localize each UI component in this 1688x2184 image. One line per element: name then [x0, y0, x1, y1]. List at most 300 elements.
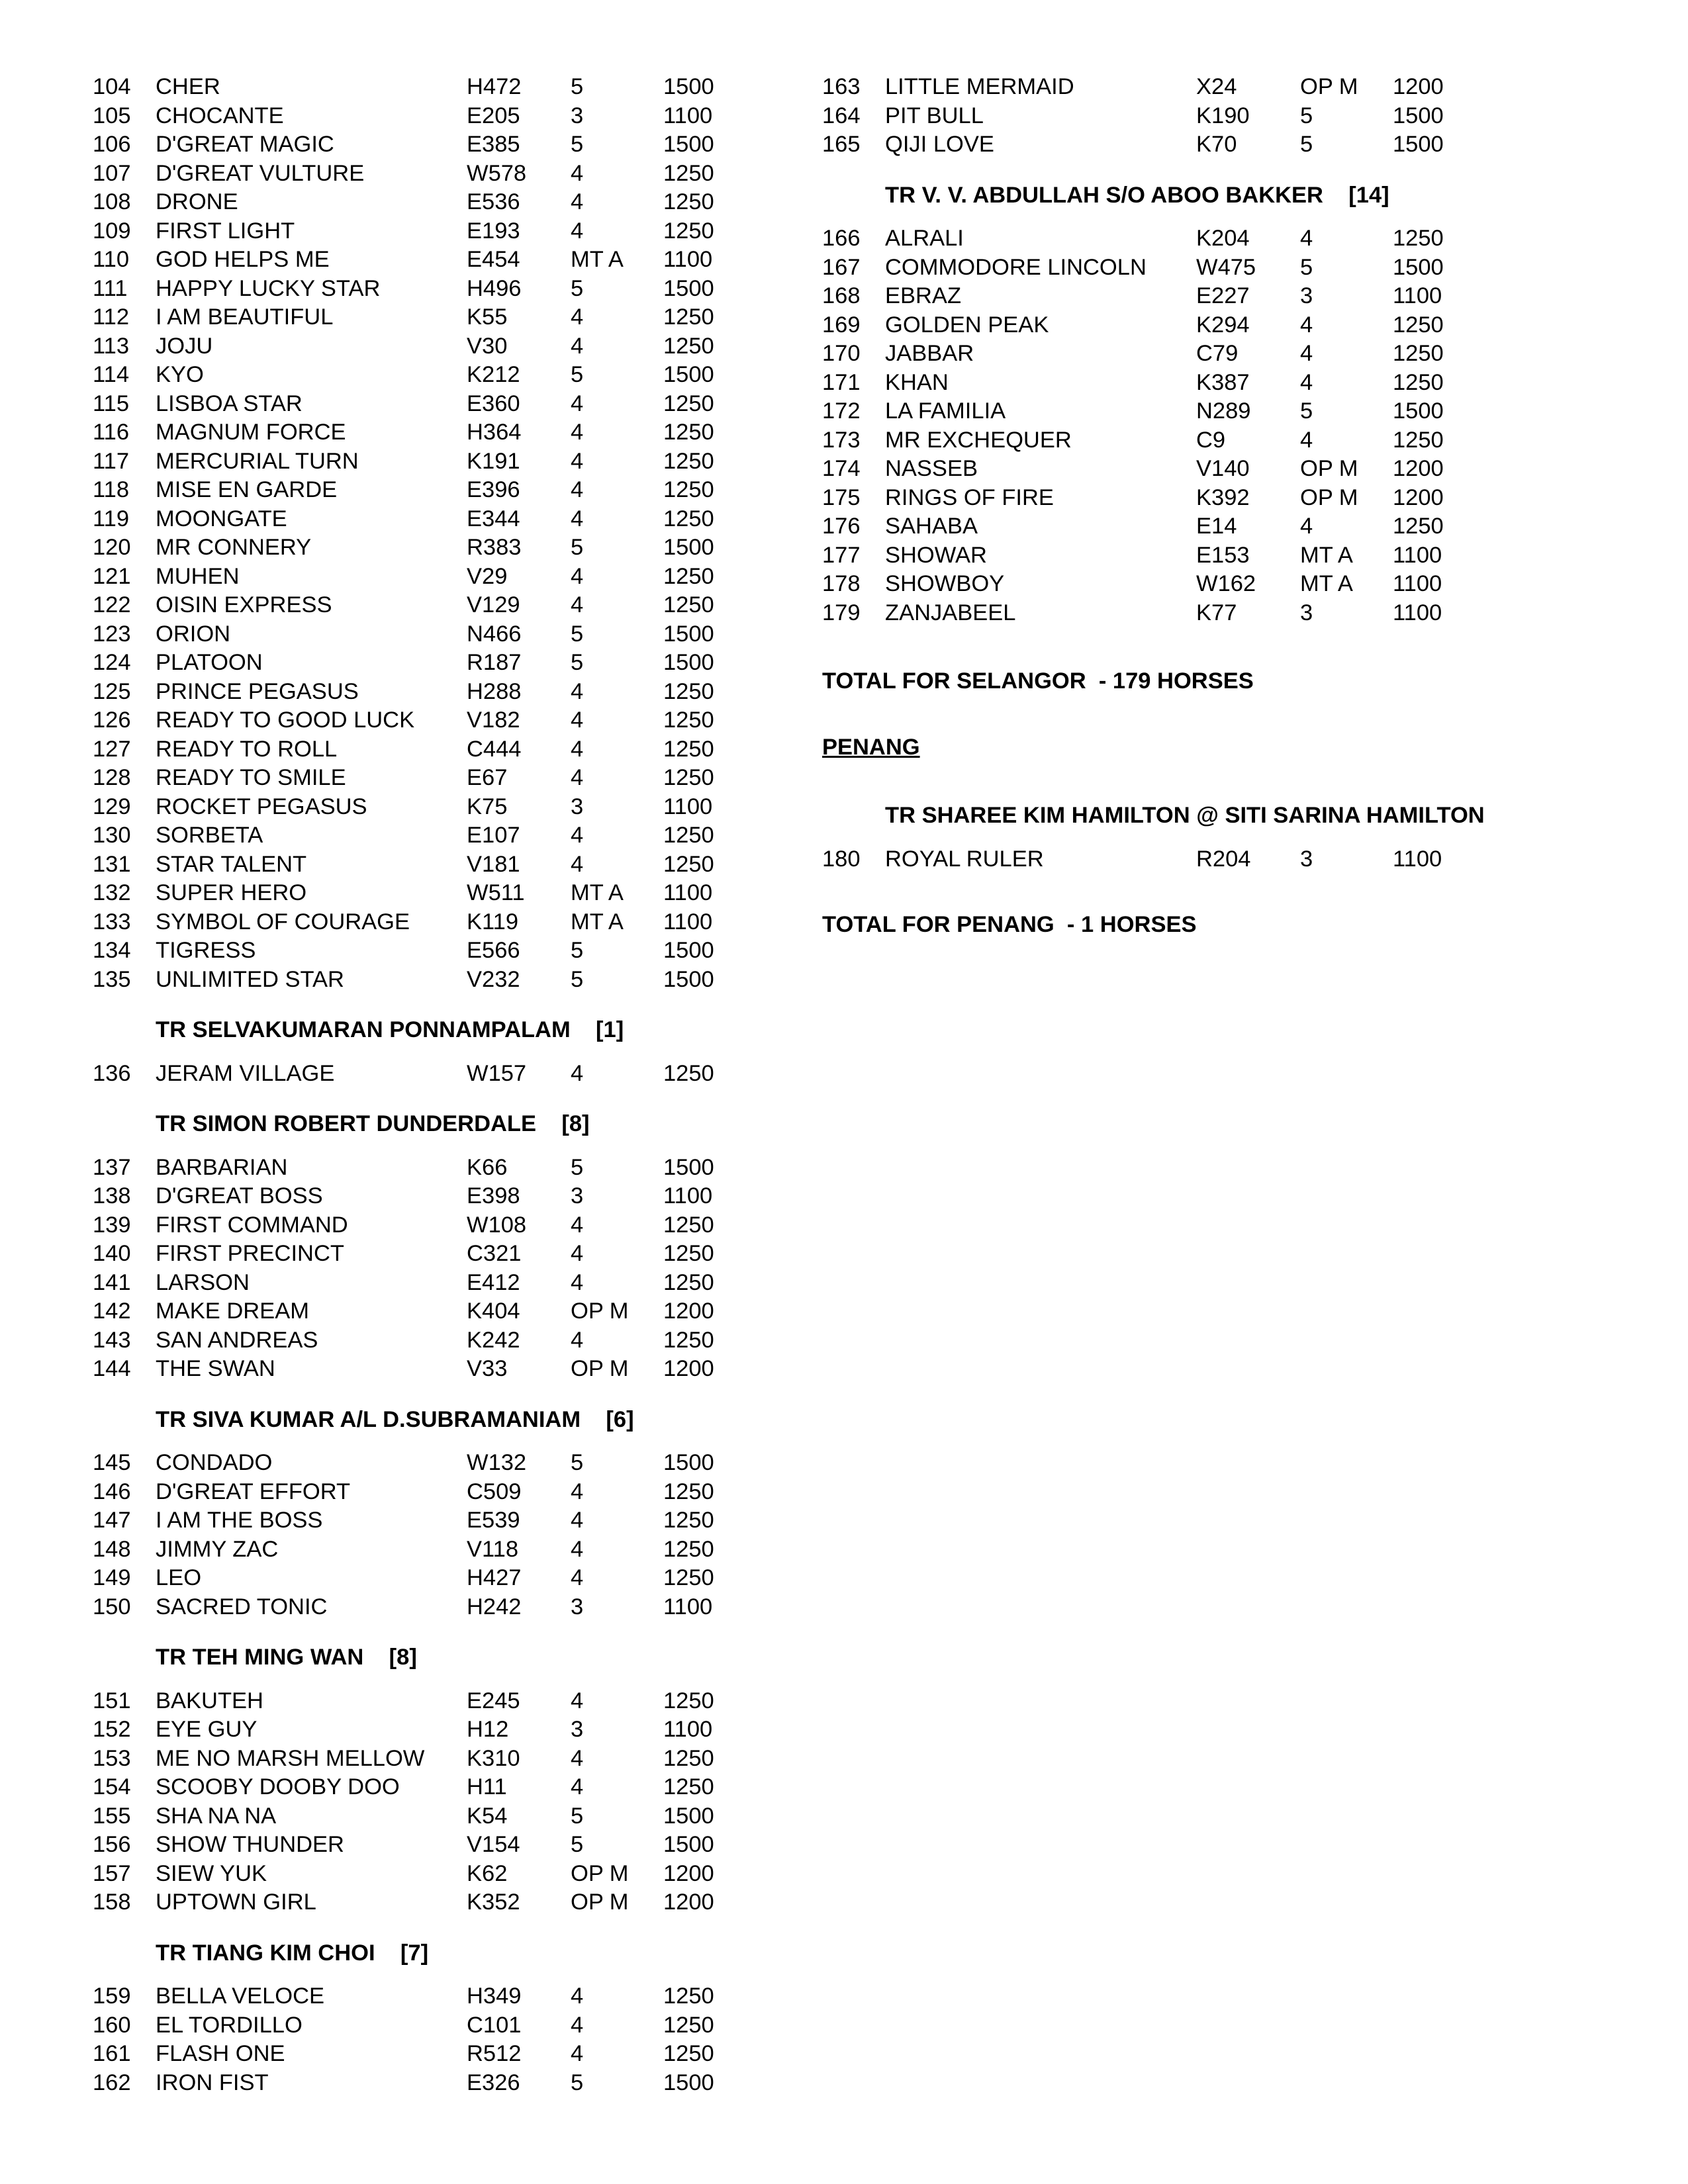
- horse-class: 4: [571, 678, 584, 704]
- rating: 1100: [663, 103, 713, 128]
- horse-name: D'GREAT BOSS: [156, 1183, 323, 1208]
- horse-class: 5: [571, 966, 584, 992]
- rating: 1250: [663, 707, 714, 733]
- horse-class: 4: [1300, 341, 1313, 366]
- entry-number: 145: [93, 1450, 131, 1475]
- horse-row: [93, 533, 755, 563]
- brand-code: W475: [1196, 254, 1256, 280]
- horse-row: [93, 102, 755, 131]
- brand-code: W162: [1196, 571, 1256, 596]
- brand-code: K204: [1196, 226, 1250, 251]
- horse-name: I AM THE BOSS: [156, 1508, 323, 1533]
- horse-row: [822, 426, 1590, 455]
- horse-name: PRINCE PEGASUS: [156, 678, 359, 704]
- horse-list: [93, 1060, 755, 1089]
- brand-code: K62: [467, 1860, 508, 1886]
- horse-class: MT A: [571, 247, 624, 272]
- horse-row: [93, 706, 755, 735]
- rating: 1100: [663, 880, 713, 905]
- brand-code: X24: [1196, 74, 1237, 99]
- horse-class: 4: [571, 333, 584, 359]
- brand-code: E326: [467, 2070, 520, 2095]
- entry-number: 110: [93, 247, 130, 272]
- horse-class: 4: [571, 189, 584, 214]
- horse-class: 3: [571, 1717, 584, 1742]
- entry-number: 121: [93, 563, 131, 589]
- brand-code: R204: [1196, 846, 1251, 872]
- trainer-header: TR SIVA KUMAR A/L D.SUBRAMANIAM [6]: [156, 1406, 634, 1432]
- entry-number: 147: [93, 1508, 131, 1533]
- entry-number: 169: [822, 312, 861, 338]
- horse-name: MOONGATE: [156, 506, 287, 531]
- rating: 1500: [663, 650, 714, 675]
- horse-row: [93, 1888, 755, 1917]
- entry-number: 148: [93, 1536, 131, 1562]
- brand-code: K191: [467, 448, 520, 474]
- brand-code: V154: [467, 1832, 520, 1857]
- rating: 1250: [1393, 312, 1444, 338]
- horse-name: DRONE: [156, 189, 238, 214]
- entry-number: 109: [93, 218, 131, 244]
- entry-number: 153: [93, 1745, 131, 1771]
- horse-row: [93, 1773, 755, 1802]
- entry-number: 142: [93, 1298, 131, 1324]
- rating: 1250: [663, 506, 714, 531]
- entry-number: 154: [93, 1774, 131, 1799]
- rating: 1200: [1393, 456, 1444, 481]
- entry-number: 170: [822, 341, 861, 366]
- horse-name: JABBAR: [885, 341, 974, 366]
- horse-name: FIRST PRECINCT: [156, 1241, 344, 1266]
- horse-row: [93, 563, 755, 592]
- horse-row: [93, 1535, 755, 1565]
- entry-number: 124: [93, 650, 131, 675]
- brand-code: K77: [1196, 600, 1237, 625]
- brand-code: R512: [467, 2041, 522, 2066]
- brand-code: W108: [467, 1212, 527, 1238]
- brand-code: K387: [1196, 369, 1250, 395]
- rating: 1500: [663, 74, 714, 99]
- brand-code: K54: [467, 1803, 508, 1829]
- entry-number: 162: [93, 2070, 131, 2095]
- rating: 1200: [663, 1356, 714, 1381]
- horse-row: [93, 73, 755, 102]
- rating: 1100: [663, 1594, 713, 1619]
- rating: 1250: [663, 1241, 714, 1266]
- horse-name: MUHEN: [156, 563, 240, 589]
- horse-class: 4: [571, 1536, 584, 1562]
- brand-code: E107: [467, 823, 520, 848]
- horse-name: ORION: [156, 621, 231, 647]
- entry-number: 134: [93, 938, 131, 963]
- horse-name: MR EXCHEQUER: [885, 427, 1072, 453]
- horse-class: 4: [571, 1688, 584, 1713]
- brand-code: V29: [467, 563, 508, 589]
- horse-class: 4: [571, 1269, 584, 1295]
- horse-row: [93, 591, 755, 620]
- brand-code: H427: [467, 1565, 522, 1590]
- horse-row: [93, 1564, 755, 1593]
- horse-row: [93, 130, 755, 159]
- brand-code: V118: [467, 1536, 519, 1562]
- horse-name: BAKUTEH: [156, 1688, 263, 1713]
- rating: 1500: [663, 938, 714, 963]
- horse-name: MERCURIAL TURN: [156, 448, 359, 474]
- entry-number: 160: [93, 2012, 131, 2038]
- horse-row: [93, 1478, 755, 1507]
- brand-code: K310: [467, 1745, 520, 1771]
- horse-name: SHA NA NA: [156, 1803, 277, 1829]
- horse-name: SYMBOL OF COURAGE: [156, 909, 410, 934]
- rating: 1500: [663, 621, 714, 647]
- horse-row: [822, 484, 1590, 513]
- horse-row: [93, 476, 755, 505]
- brand-code: H11: [467, 1774, 507, 1799]
- horse-row: [93, 678, 755, 707]
- rating: 1500: [663, 535, 714, 560]
- horse-row: [822, 102, 1590, 131]
- rating: 1250: [663, 1269, 714, 1295]
- brand-code: R187: [467, 650, 522, 675]
- horse-row: [93, 1860, 755, 1889]
- brand-code: C444: [467, 736, 522, 762]
- horse-row: [93, 1687, 755, 1716]
- horse-name: CHOCANTE: [156, 103, 284, 128]
- horse-class: 4: [571, 420, 584, 445]
- horse-class: 4: [571, 1212, 584, 1238]
- horse-name: SCOOBY DOOBY DOO: [156, 1774, 400, 1799]
- brand-code: H364: [467, 420, 522, 445]
- entry-number: 150: [93, 1594, 131, 1619]
- brand-code: E360: [467, 390, 520, 416]
- horse-class: MT A: [1300, 542, 1353, 568]
- horse-row: [822, 224, 1590, 253]
- entry-number: 158: [93, 1889, 131, 1915]
- brand-code: K294: [1196, 312, 1250, 338]
- horse-name: MISE EN GARDE: [156, 477, 338, 502]
- horse-list: [93, 1449, 755, 1621]
- horse-row: [822, 340, 1590, 369]
- horse-class: 4: [571, 506, 584, 531]
- horse-row: [822, 570, 1590, 599]
- rating: 1250: [663, 823, 714, 848]
- horse-class: 5: [571, 535, 584, 560]
- entry-number: 113: [93, 333, 130, 359]
- horse-row: [93, 1211, 755, 1240]
- horse-row: [93, 1269, 755, 1298]
- brand-code: E67: [467, 765, 508, 790]
- rating: 1500: [663, 132, 714, 157]
- horse-class: 4: [1300, 226, 1313, 251]
- entry-number: 136: [93, 1060, 131, 1086]
- entry-number: 146: [93, 1479, 131, 1504]
- total-penang: TOTAL FOR PENANG - 1 HORSES: [822, 912, 1197, 937]
- entry-number: 111: [93, 275, 128, 301]
- brand-code: E227: [1196, 283, 1250, 308]
- horse-name: MR CONNERY: [156, 535, 312, 560]
- brand-code: R383: [467, 535, 522, 560]
- rating: 1250: [663, 1327, 714, 1353]
- brand-code: V182: [467, 707, 520, 733]
- brand-code: V30: [467, 333, 508, 359]
- brand-code: E14: [1196, 514, 1237, 539]
- entry-number: 137: [93, 1154, 131, 1180]
- horse-row: [93, 1297, 755, 1326]
- horse-row: [93, 1355, 755, 1384]
- rating: 1500: [663, 2070, 714, 2095]
- rating: 1250: [663, 1688, 714, 1713]
- horse-name: JIMMY ZAC: [156, 1536, 279, 1562]
- left-column: [93, 73, 755, 2097]
- horse-row: [93, 1506, 755, 1535]
- entry-number: 107: [93, 160, 131, 186]
- horse-row: [93, 879, 755, 908]
- horse-row: [93, 188, 755, 217]
- entry-number: 116: [93, 420, 130, 445]
- brand-code: K212: [467, 362, 520, 387]
- brand-code: C79: [1196, 341, 1239, 366]
- horse-name: D'GREAT EFFORT: [156, 1479, 351, 1504]
- brand-code: K119: [467, 909, 519, 934]
- horse-class: 4: [571, 707, 584, 733]
- horse-class: 5: [571, 132, 584, 157]
- horse-name: LARSON: [156, 1269, 250, 1295]
- horse-class: 4: [1300, 369, 1313, 395]
- brand-code: W578: [467, 160, 527, 186]
- rating: 1250: [1393, 514, 1444, 539]
- rating: 1500: [663, 1832, 714, 1857]
- horse-name: EL TORDILLO: [156, 2012, 303, 2038]
- brand-code: V140: [1196, 456, 1250, 481]
- rating: 1250: [663, 1536, 714, 1562]
- brand-code: K190: [1196, 103, 1250, 128]
- horse-class: 4: [571, 1983, 584, 2009]
- entry-number: 138: [93, 1183, 131, 1208]
- rating: 1250: [1393, 226, 1444, 251]
- brand-code: V129: [467, 592, 520, 617]
- horse-name: RINGS OF FIRE: [885, 484, 1054, 510]
- brand-code: H472: [467, 74, 522, 99]
- entry-number: 141: [93, 1269, 131, 1295]
- rating: 1250: [663, 736, 714, 762]
- rating: 1250: [663, 1479, 714, 1504]
- horse-class: MT A: [571, 909, 624, 934]
- horse-name: QIJI LOVE: [885, 132, 994, 157]
- entry-number: 131: [93, 851, 131, 877]
- horse-name: SHOWBOY: [885, 571, 1005, 596]
- horse-name: EYE GUY: [156, 1717, 258, 1742]
- horse-row: [93, 332, 755, 361]
- horse-row: [93, 1060, 755, 1089]
- horse-row: [822, 282, 1590, 311]
- horse-class: 4: [571, 1327, 584, 1353]
- rating: 1250: [663, 448, 714, 474]
- rating: 1250: [663, 1508, 714, 1533]
- horse-row: [93, 908, 755, 937]
- horse-row: [93, 1240, 755, 1269]
- horse-class: 5: [571, 1154, 584, 1180]
- horse-class: 5: [571, 275, 584, 301]
- entry-number: 143: [93, 1327, 131, 1353]
- horse-row: [822, 455, 1590, 484]
- brand-code: C509: [467, 1479, 522, 1504]
- horse-name: READY TO GOOD LUCK: [156, 707, 415, 733]
- horse-class: 4: [571, 851, 584, 877]
- horse-row: [93, 1831, 755, 1860]
- region-heading-penang: PENANG: [822, 734, 920, 760]
- horse-class: 5: [571, 938, 584, 963]
- entry-number: 149: [93, 1565, 131, 1590]
- brand-code: V232: [467, 966, 520, 992]
- entry-number: 164: [822, 103, 861, 128]
- entry-number: 104: [93, 74, 131, 99]
- horse-row: [93, 1982, 755, 2011]
- horse-name: MAGNUM FORCE: [156, 420, 346, 445]
- rating: 1100: [1393, 283, 1442, 308]
- horse-class: 4: [571, 160, 584, 186]
- horse-row: [93, 936, 755, 966]
- entry-number: 177: [822, 542, 861, 568]
- brand-code: K242: [467, 1327, 520, 1353]
- horse-class: 4: [571, 1241, 584, 1266]
- entry-number: 115: [93, 390, 130, 416]
- horse-class: OP M: [1300, 484, 1358, 510]
- brand-code: E566: [467, 938, 520, 963]
- horse-class: 3: [1300, 283, 1313, 308]
- horse-row: [93, 850, 755, 880]
- horse-row: [93, 1449, 755, 1478]
- horse-class: 4: [571, 823, 584, 848]
- horse-class: OP M: [571, 1356, 629, 1381]
- horse-row: [93, 505, 755, 534]
- brand-code: V181: [467, 851, 520, 877]
- rating: 1100: [663, 1183, 713, 1208]
- entry-number: 106: [93, 132, 131, 157]
- rating: 1250: [663, 1983, 714, 2009]
- horse-class: 3: [571, 794, 584, 819]
- horse-class: 4: [571, 1479, 584, 1504]
- horse-class: 3: [571, 1594, 584, 1619]
- horse-name: I AM BEAUTIFUL: [156, 304, 334, 330]
- entry-number: 125: [93, 678, 131, 704]
- horse-name: ZANJABEEL: [885, 600, 1016, 625]
- rating: 1100: [663, 909, 713, 934]
- entry-number: 173: [822, 427, 861, 453]
- entry-number: 163: [822, 74, 861, 99]
- horse-row: [822, 512, 1590, 541]
- entry-number: 152: [93, 1717, 131, 1742]
- horse-name: ALRALI: [885, 226, 964, 251]
- trainer-header: TR SIMON ROBERT DUNDERDALE [8]: [156, 1111, 590, 1136]
- horse-list: [93, 1687, 755, 1917]
- rating: 1100: [1393, 571, 1442, 596]
- entry-number: 128: [93, 765, 131, 790]
- entry-number: 151: [93, 1688, 131, 1713]
- rating: 1200: [1393, 74, 1444, 99]
- brand-code: E193: [467, 218, 520, 244]
- rating: 1200: [663, 1860, 714, 1886]
- horse-row: [93, 246, 755, 275]
- rating: 1500: [663, 275, 714, 301]
- rating: 1250: [663, 678, 714, 704]
- brand-code: E536: [467, 189, 520, 214]
- horse-row: [93, 217, 755, 246]
- horse-class: 4: [571, 2012, 584, 2038]
- rating: 1250: [663, 851, 714, 877]
- rating: 1250: [663, 160, 714, 186]
- horse-class: 4: [1300, 514, 1313, 539]
- brand-code: E454: [467, 247, 520, 272]
- horse-class: MT A: [1300, 571, 1353, 596]
- entry-number: 156: [93, 1832, 131, 1857]
- rating: 1100: [663, 1717, 713, 1742]
- horse-name: SACRED TONIC: [156, 1594, 328, 1619]
- horse-row: [822, 369, 1590, 398]
- horse-class: MT A: [571, 880, 624, 905]
- brand-code: C9: [1196, 427, 1226, 453]
- brand-code: E396: [467, 477, 520, 502]
- horse-name: FIRST COMMAND: [156, 1212, 348, 1238]
- horse-row: [93, 1715, 755, 1745]
- horse-name: THE SWAN: [156, 1356, 275, 1381]
- horse-row: [93, 275, 755, 304]
- horse-row: [93, 303, 755, 332]
- brand-code: E205: [467, 103, 520, 128]
- horse-name: LA FAMILIA: [885, 398, 1006, 424]
- horse-class: 5: [1300, 103, 1313, 128]
- horse-name: FLASH ONE: [156, 2041, 285, 2066]
- entry-number: 144: [93, 1356, 131, 1381]
- horse-class: 5: [571, 1803, 584, 1829]
- horse-class: 4: [1300, 427, 1313, 453]
- entry-number: 122: [93, 592, 131, 617]
- trainer-header: TR V. V. ABDULLAH S/O ABOO BAKKER [14]: [885, 182, 1389, 208]
- horse-name: LEO: [156, 1565, 202, 1590]
- rating: 1250: [663, 2041, 714, 2066]
- horse-class: OP M: [1300, 456, 1358, 481]
- horse-list: [93, 1982, 755, 2097]
- horse-class: 4: [571, 592, 584, 617]
- horse-row: [93, 2011, 755, 2040]
- rating: 1250: [663, 390, 714, 416]
- entry-number: 135: [93, 966, 131, 992]
- brand-code: K66: [467, 1154, 508, 1180]
- rating: 1100: [663, 247, 713, 272]
- horse-class: OP M: [571, 1860, 629, 1886]
- horse-class: 5: [571, 362, 584, 387]
- brand-code: W157: [467, 1060, 527, 1086]
- horse-name: NASSEB: [885, 456, 978, 481]
- horse-name: ROCKET PEGASUS: [156, 794, 367, 819]
- trainer-header: TR TEH MING WAN [8]: [156, 1645, 417, 1670]
- horse-class: 4: [571, 2041, 584, 2066]
- rating: 1250: [663, 333, 714, 359]
- horse-class: 4: [571, 1508, 584, 1533]
- rating: 1250: [663, 477, 714, 502]
- brand-code: K70: [1196, 132, 1237, 157]
- horse-list: [93, 1154, 755, 1384]
- rating: 1250: [663, 2012, 714, 2038]
- horse-class: 4: [571, 563, 584, 589]
- trainer-header: TR SHAREE KIM HAMILTON @ SITI SARINA HAMILTON: [885, 803, 1485, 828]
- horse-class: 3: [571, 1183, 584, 1208]
- brand-code: H288: [467, 678, 522, 704]
- horse-row: [822, 130, 1590, 159]
- horse-class: 5: [571, 650, 584, 675]
- rating: 1250: [663, 1565, 714, 1590]
- brand-code: C321: [467, 1241, 522, 1266]
- entry-number: 123: [93, 621, 131, 647]
